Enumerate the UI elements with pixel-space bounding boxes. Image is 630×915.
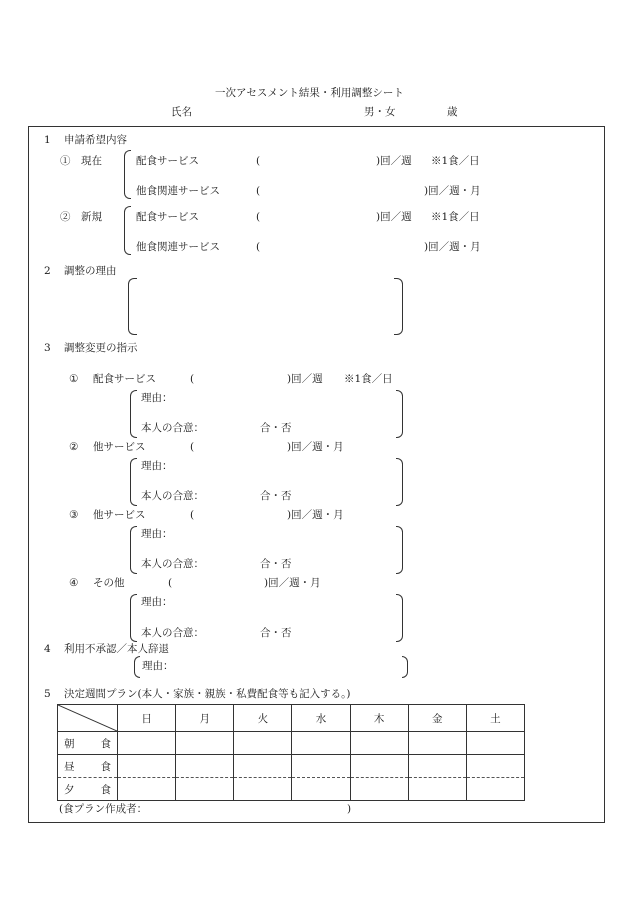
s3-item1-consent: 本人の合意：: [141, 422, 204, 434]
day-header: 日: [118, 705, 176, 732]
s1-current-service1: 配食サービス: [136, 155, 199, 167]
plan-cell[interactable]: [234, 755, 292, 778]
plan-row-breakfast: [58, 732, 525, 755]
s4-heading: 利用不承認／本人辞退: [64, 643, 169, 655]
day-header: 木: [350, 705, 408, 732]
meal-label: 朝 食: [58, 732, 118, 755]
s3-item2-consent: 本人の合意：: [141, 490, 204, 502]
s3-item2-bracket-right: [396, 458, 403, 506]
plan-cell[interactable]: [176, 778, 234, 801]
s3-item1-number: ①: [69, 373, 79, 385]
s1-new-label: ② 新規: [60, 211, 102, 223]
plan-cell[interactable]: [118, 732, 176, 755]
plan-cell[interactable]: [292, 778, 350, 801]
s3-item2-service: 他サービス: [93, 441, 146, 453]
plan-cell[interactable]: [118, 755, 176, 778]
weekly-plan-table: [57, 704, 525, 801]
s3-item4-reason: 理由：: [141, 596, 173, 608]
plan-cell[interactable]: [466, 755, 524, 778]
plan-cell[interactable]: [408, 755, 466, 778]
plan-cell[interactable]: [350, 755, 408, 778]
s3-item1-note: ※1食／日: [344, 373, 393, 385]
s1-current-label: ① 現在: [60, 155, 102, 167]
plan-corner-cell: [58, 705, 118, 732]
s1-new-unit1: )回／週: [376, 211, 412, 223]
plan-author-close: ): [347, 803, 352, 815]
gender-label: 男・女: [364, 106, 396, 118]
s3-item2-reason: 理由：: [141, 460, 173, 472]
plan-cell[interactable]: [234, 778, 292, 801]
plan-cell[interactable]: [466, 732, 524, 755]
s1-current-paren2: (: [256, 185, 261, 197]
plan-row-dinner: [58, 778, 525, 801]
plan-cell[interactable]: [176, 755, 234, 778]
diagonal-line: [58, 705, 117, 731]
s3-item4-yn: 合・否: [260, 627, 292, 639]
s3-item4-number: ④: [69, 577, 79, 589]
plan-cell[interactable]: [408, 778, 466, 801]
s1-new-service2: 他食関連サービス: [136, 241, 220, 253]
plan-cell[interactable]: [292, 755, 350, 778]
s1-current-unit1: )回／週: [376, 155, 412, 167]
s3-item4-bracket-left: [130, 594, 137, 642]
s3-item3-unit: )回／週・月: [287, 509, 344, 521]
plan-cell[interactable]: [350, 778, 408, 801]
s1-new-paren2: (: [256, 241, 261, 253]
age-label: 歳: [447, 106, 458, 118]
plan-cell[interactable]: [466, 778, 524, 801]
s3-item1-bracket-right: [396, 390, 403, 438]
day-header: 水: [292, 705, 350, 732]
plan-author-label: (食プラン作成者：: [59, 803, 148, 815]
plan-cell[interactable]: [292, 732, 350, 755]
s3-item4-unit: )回／週・月: [264, 577, 321, 589]
s3-item3-yn: 合・否: [260, 558, 292, 570]
s3-item3-reason: 理由：: [141, 528, 173, 540]
plan-cell[interactable]: [408, 732, 466, 755]
s3-item3-paren: (: [190, 509, 195, 521]
s3-item2-unit: )回／週・月: [287, 441, 344, 453]
meal-label: 昼 食: [58, 755, 118, 778]
day-header: 火: [234, 705, 292, 732]
day-header: 月: [176, 705, 234, 732]
s4-reason: 理由：: [142, 660, 174, 672]
s3-item4-paren: (: [168, 577, 173, 589]
s4-bracket-right: [402, 656, 408, 678]
s3-item3-number: ③: [69, 509, 79, 521]
s1-new-note1: ※1食／日: [431, 211, 480, 223]
day-header: 金: [408, 705, 466, 732]
s1-new-paren1: (: [256, 211, 261, 223]
meal-label: 夕 食: [58, 778, 118, 801]
s3-item4-service: その他: [93, 577, 125, 589]
s3-item1-paren: (: [190, 373, 195, 385]
sheet-title: 一次アセスメント結果・利用調整シート: [215, 87, 404, 99]
plan-header-row: [58, 705, 525, 732]
s3-item1-bracket-left: [130, 390, 137, 438]
s3-item3-service: 他サービス: [93, 509, 146, 521]
plan-cell[interactable]: [234, 732, 292, 755]
s3-item3-bracket-left: [130, 526, 137, 574]
s2-bracket-left: [128, 278, 137, 335]
s3-item4-consent: 本人の合意：: [141, 627, 204, 639]
s1-new-bracket: [124, 206, 131, 255]
s2-number: 2: [44, 265, 51, 277]
s3-item2-bracket-left: [130, 458, 137, 506]
s2-bracket-right: [394, 278, 403, 335]
s3-item1-reason: 理由：: [141, 392, 173, 404]
s1-current-unit2: )回／週・月: [424, 185, 481, 197]
s2-heading: 調整の理由: [64, 265, 117, 277]
plan-cell[interactable]: [118, 778, 176, 801]
s3-item2-yn: 合・否: [260, 490, 292, 502]
s3-item1-yn: 合・否: [260, 422, 292, 434]
plan-cell[interactable]: [350, 732, 408, 755]
s1-current-bracket: [124, 150, 131, 199]
plan-cell[interactable]: [176, 732, 234, 755]
s3-item2-number: ②: [69, 441, 79, 453]
s1-new-unit2: )回／週・月: [424, 241, 481, 253]
s3-item4-bracket-right: [396, 594, 403, 642]
s5-number: 5: [44, 688, 51, 700]
plan-row-lunch: [58, 755, 525, 778]
s3-item3-bracket-right: [396, 526, 403, 574]
s3-item3-consent: 本人の合意：: [141, 558, 204, 570]
s1-current-paren1: (: [256, 155, 261, 167]
s3-item1-service: 配食サービス: [93, 373, 156, 385]
s3-number: 3: [44, 342, 51, 354]
day-header: 土: [466, 705, 524, 732]
name-label: 氏名: [171, 106, 192, 118]
s1-heading: 申請希望内容: [64, 134, 127, 146]
s3-item2-paren: (: [190, 441, 195, 453]
s1-current-service2: 他食関連サービス: [136, 185, 220, 197]
s4-bracket-left: [134, 656, 140, 678]
s1-current-note1: ※1食／日: [431, 155, 480, 167]
s3-item1-unit: )回／週: [287, 373, 323, 385]
s4-number: 4: [44, 643, 51, 655]
s1-new-service1: 配食サービス: [136, 211, 199, 223]
s1-number: 1: [44, 134, 51, 146]
s5-heading: 決定週間プラン(本人・家族・親族・私費配食等も記入する。): [64, 688, 351, 700]
s3-heading: 調整変更の指示: [64, 342, 138, 354]
